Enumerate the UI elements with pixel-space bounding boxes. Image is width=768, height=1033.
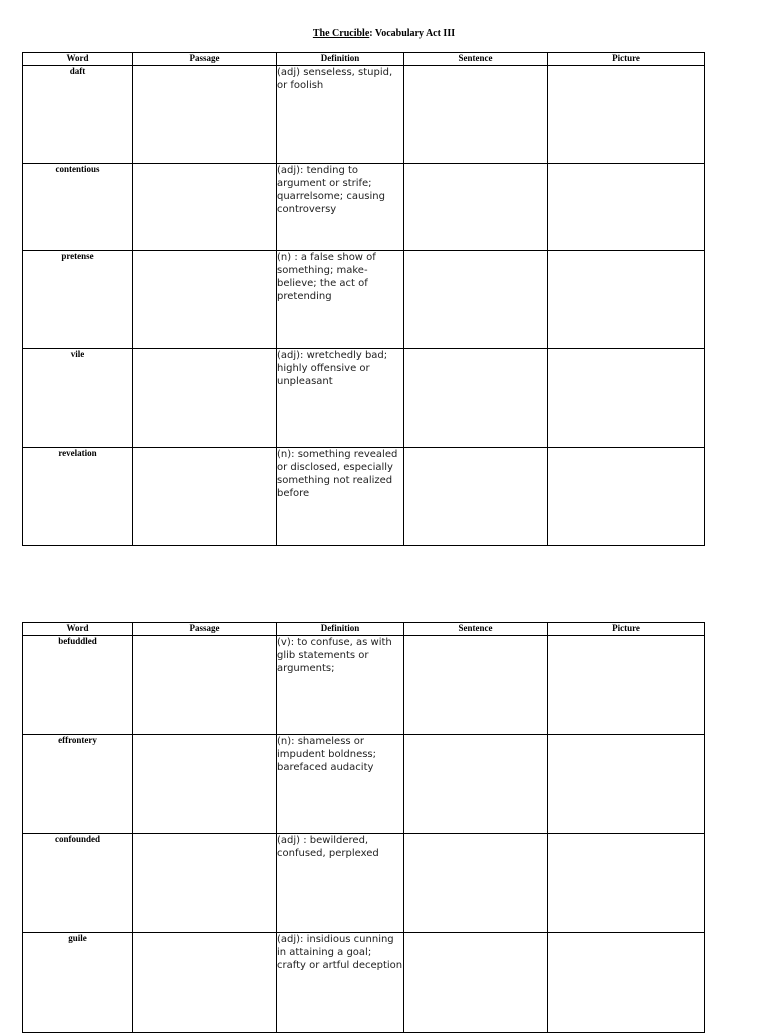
picture-cell[interactable] [548, 933, 705, 1033]
picture-cell[interactable] [548, 66, 705, 164]
header-passage: Passage [133, 53, 277, 66]
title-rest: : Vocabulary Act III [369, 28, 456, 39]
table-row [23, 735, 705, 834]
table-row [23, 164, 705, 251]
definition-cell: (adj): wretchedly bad; highly offensive or unpleasant [277, 349, 404, 448]
passage-cell[interactable] [133, 636, 277, 735]
header-passage: Passage [133, 623, 277, 636]
header-picture: Picture [548, 53, 705, 66]
sentence-cell[interactable] [404, 834, 548, 933]
definition-cell: (adj): insidious cunning in attaining a goal; crafty or artful deception [277, 933, 404, 1033]
sentence-cell[interactable] [404, 448, 548, 546]
definition-cell: (adj): tending to argument or strife; quarrelsome; causing controversy [277, 164, 404, 251]
word-cell: effrontery [23, 735, 133, 834]
header-definition: Definition [277, 623, 404, 636]
header-picture: Picture [548, 623, 705, 636]
picture-cell[interactable] [548, 349, 705, 448]
definition-cell: (n) : a false show of something; make-believe; the act of pretending [277, 251, 404, 349]
table-row [23, 66, 705, 164]
picture-cell[interactable] [548, 735, 705, 834]
sentence-cell[interactable] [404, 636, 548, 735]
header-row [23, 53, 705, 66]
title-work: The Crucible [312, 28, 370, 39]
header-sentence: Sentence [404, 53, 548, 66]
sentence-cell[interactable] [404, 66, 548, 164]
definition-cell: (adj) : bewildered, confused, perplexed [277, 834, 404, 933]
word-cell: confounded [23, 834, 133, 933]
header-definition: Definition [277, 53, 404, 66]
passage-cell[interactable] [133, 448, 277, 546]
table-row [23, 448, 705, 546]
sentence-cell[interactable] [404, 164, 548, 251]
sentence-cell[interactable] [404, 735, 548, 834]
definition-cell: (v): to confuse, as with glib statements or arguments; [277, 636, 404, 735]
passage-cell[interactable] [133, 735, 277, 834]
table-row [23, 636, 705, 735]
passage-cell[interactable] [133, 251, 277, 349]
passage-cell[interactable] [133, 834, 277, 933]
passage-cell[interactable] [133, 349, 277, 448]
table-row [23, 834, 705, 933]
definition-cell: (n): something revealed or disclosed, especially something not realized before [277, 448, 404, 546]
header-row [23, 623, 705, 636]
sentence-cell[interactable] [404, 251, 548, 349]
word-cell: pretense [23, 251, 133, 349]
word-cell: revelation [23, 448, 133, 546]
passage-cell[interactable] [133, 933, 277, 1033]
header-word: Word [23, 53, 133, 66]
vocab-table-2 [22, 622, 705, 1033]
picture-cell[interactable] [548, 636, 705, 735]
page-title [0, 28, 768, 39]
sentence-cell[interactable] [404, 933, 548, 1033]
word-cell: vile [23, 349, 133, 448]
table-row [23, 933, 705, 1033]
definition-cell: (n): shameless or impudent boldness; barefaced audacity [277, 735, 404, 834]
passage-cell[interactable] [133, 164, 277, 251]
header-sentence: Sentence [404, 623, 548, 636]
passage-cell[interactable] [133, 66, 277, 164]
word-cell: contentious [23, 164, 133, 251]
sentence-cell[interactable] [404, 349, 548, 448]
word-cell: daft [23, 66, 133, 164]
table-row [23, 349, 705, 448]
vocab-table-1 [22, 52, 705, 546]
word-cell: befuddled [23, 636, 133, 735]
definition-cell: (adj) senseless, stupid, or foolish [277, 66, 404, 164]
table-row [23, 251, 705, 349]
picture-cell[interactable] [548, 448, 705, 546]
header-word: Word [23, 623, 133, 636]
picture-cell[interactable] [548, 164, 705, 251]
picture-cell[interactable] [548, 251, 705, 349]
picture-cell[interactable] [548, 834, 705, 933]
word-cell: guile [23, 933, 133, 1033]
